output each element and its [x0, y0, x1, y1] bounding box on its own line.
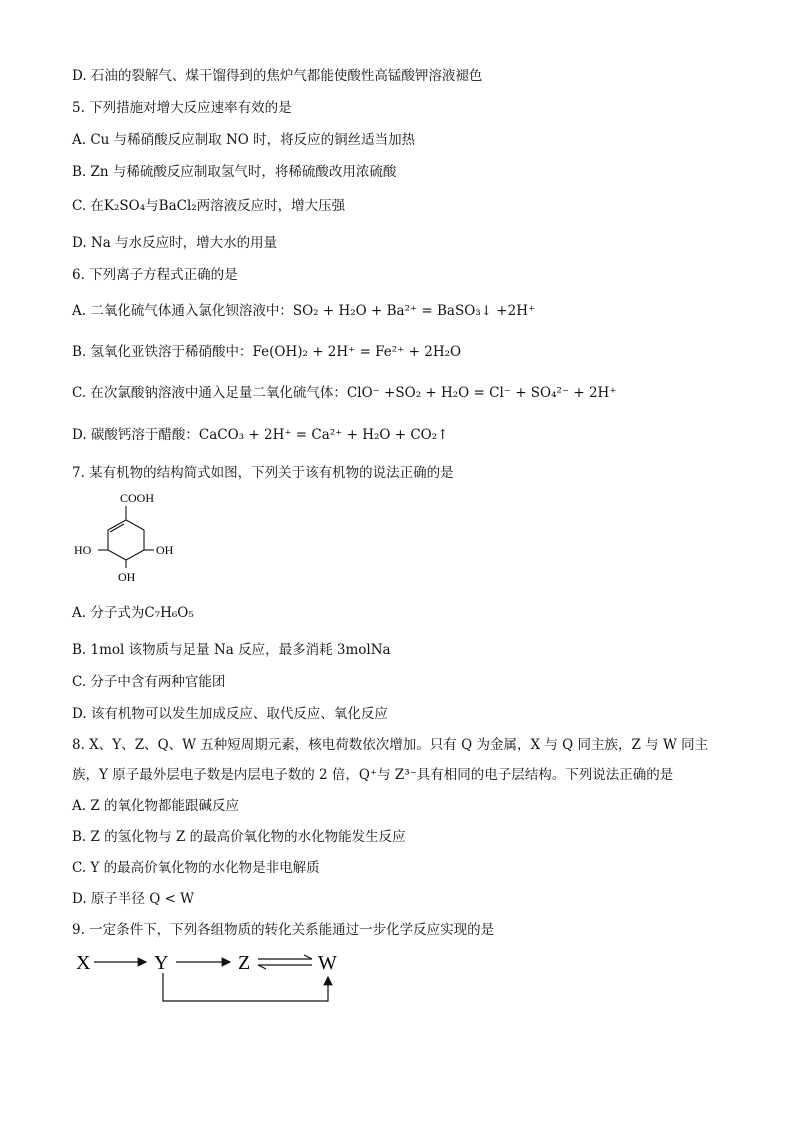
- arrow-y-to-w: [163, 973, 328, 1001]
- species-x: X: [76, 952, 91, 974]
- q8-option-c: C. Y 的最高价氧化物的水化物是非电解质: [72, 860, 320, 876]
- q6-stem: 6. 下列离子方程式正确的是: [72, 267, 238, 283]
- q8-option-a: A. Z 的氧化物都能跟碱反应: [72, 798, 240, 814]
- q9-stem: 9. 一定条件下，下列各组物质的转化关系能通过一步化学反应实现的是: [72, 922, 495, 938]
- q6-option-a: A. 二氧化硫气体通入氯化钡溶液中：SO₂ + H₂O + Ba²⁺ = BaSO₃↓ +2H⁺: [72, 303, 536, 319]
- q5-option-a: A. Cu 与稀硝酸反应制取 NO 时，将反应的铜丝适当加热: [72, 132, 416, 148]
- q5-option-c: C. 在K₂SO₄与BaCl₂两溶液反应时，增大压强: [72, 198, 346, 214]
- bond: [126, 520, 144, 530]
- organic-structure-diagram: [72, 490, 192, 590]
- q8-stem-line1: 8. X、Y、Z、Q、W 五种短周期元素，核电荷数依次增加。只有 Q 为金属，X 与 Q 同主族，Z 与 W 同主: [72, 737, 709, 753]
- q8-stem-line2: 族，Y 原子最外层电子数是内层电子数的 2 倍，Q⁺与 Z³⁻具有相同的电子层结构。下列说法正确的是: [72, 767, 674, 783]
- q6-option-c: C. 在次氯酸钠溶液中通入足量二氧化硫气体：ClO⁻ +SO₂ + H₂O = Cl⁻ + SO₄²⁻ + 2H⁺: [72, 385, 617, 401]
- oh-bottom-label: OH: [118, 570, 136, 584]
- q5-option-b: B. Zn 与稀硫酸反应制取氢气时，将稀硫酸改用浓硫酸: [72, 164, 397, 180]
- q4-option-d: D. 石油的裂解气、煤干馏得到的焦炉气都能使酸性高锰酸钾溶液褪色: [72, 68, 483, 84]
- species-w: W: [318, 952, 337, 974]
- q7-option-c: C. 分子中含有两种官能团: [72, 674, 226, 690]
- q6-option-b: B. 氢氧化亚铁溶于稀硝酸中：Fe(OH)₂ + 2H⁺ = Fe²⁺ + 2H₂O: [72, 344, 462, 360]
- species-z: Z: [238, 952, 251, 974]
- q7-option-b: B. 1mol 该物质与足量 Na 反应，最多消耗 3molNa: [72, 642, 391, 658]
- q7-stem: 7. 某有机物的结构简式如图，下列关于该有机物的说法正确的是: [72, 465, 454, 481]
- q6-option-d: D. 碳酸钙溶于醋酸：CaCO₃ + 2H⁺ = Ca²⁺ + H₂O + CO₂↑: [72, 427, 449, 443]
- transformation-scheme: [72, 945, 362, 1011]
- q7-option-d: D. 该有机物可以发生加成反应、取代反应、氧化反应: [72, 706, 388, 722]
- oh-left-label: HO: [74, 543, 92, 557]
- species-y: Y: [154, 952, 169, 974]
- bond: [108, 550, 126, 560]
- cooh-label: COOH: [120, 491, 155, 505]
- q8-option-b: B. Z 的氢化物与 Z 的最高价氧化物的水化物能发生反应: [72, 829, 406, 845]
- q8-option-d: D. 原子半径 Q < W: [72, 891, 195, 907]
- q5-option-d: D. Na 与水反应时，增大水的用量: [72, 235, 278, 251]
- q5-stem: 5. 下列措施对增大反应速率有效的是: [72, 100, 292, 116]
- bond: [126, 550, 144, 560]
- oh-right-label: OH: [156, 543, 174, 557]
- q7-option-a: A. 分子式为C₇H₆O₅: [72, 605, 194, 621]
